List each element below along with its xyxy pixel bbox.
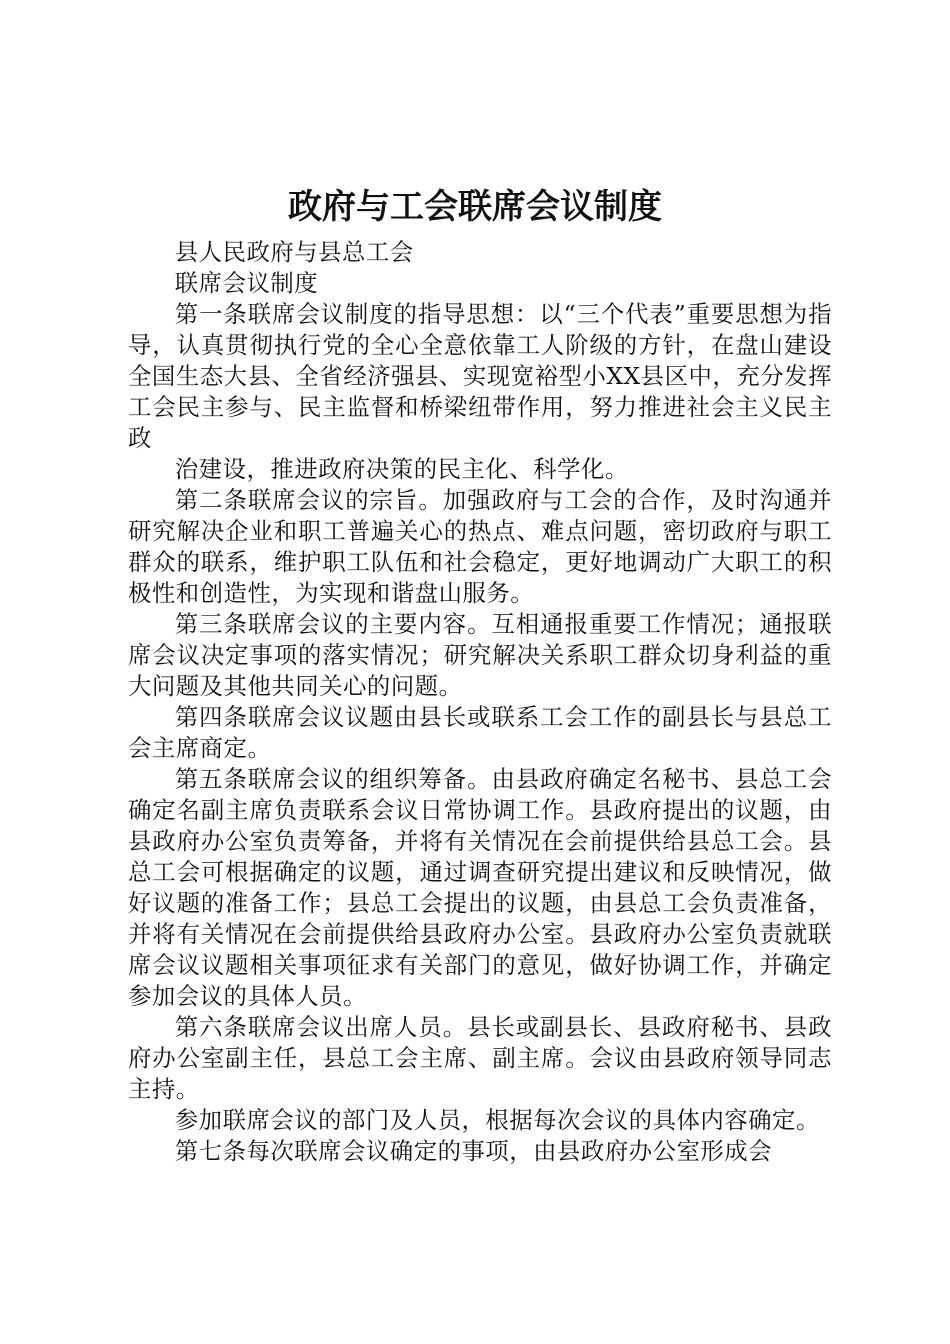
document-title: 政府与工会联席会议制度	[288, 187, 662, 227]
paragraph: 第四条联席会议议题由县长或联系工会工作的副县长与县总工会主席商定。	[128, 703, 832, 762]
paragraph: 第三条联席会议的主要内容。互相通报重要工作情况；通报联席会议决定事项的落实情况；研究解决关系职工群众切身利益的重大问题及其他共同关心的问题。	[128, 610, 832, 700]
document-body	[128, 237, 832, 1167]
paragraph: 第五条联席会议的组织筹备。由县政府确定名秘书、县总工会确定名副主席负责联系会议日常协调工作。县政府提出的议题，由县政府办公室负责筹备，并将有关情况在会前提供给县总工会。县总工会可根据确定的议题，通过调查研究提出建议和反映情况，做好议题的准备工作；县总工会提出的议题，由县总工会负责准备，并将有关情况在会前提供给县政府办公室。县政府办公室负责就联席会议议题相关事项征求有关部门的意见，做好协调工作，并确定参加会议的具体人员。	[128, 765, 832, 1010]
paragraph: 治建设，推进政府决策的民主化、科学化。	[174, 455, 629, 483]
paragraph: 联席会议制度	[174, 269, 319, 297]
paragraph: 第一条联席会议制度的指导思想：以“三个代表”重要思想为指导，认真贯彻执行党的全心全意依靠工人阶级的方针，在盘山建设全国生态大县、全省经济强县、实现宽裕型小XX县区中，充分发挥工会民主参与、民主监督和桥梁纽带作用，努力推进社会主义民主政	[128, 300, 832, 452]
paragraph: 县人民政府与县总工会	[174, 238, 414, 266]
paragraph: 参加联席会议的部门及人员，根据每次会议的具体内容确定。	[174, 1106, 820, 1134]
paragraph: 第七条每次联席会议确定的事项，由县政府办公室形成会	[174, 1137, 773, 1165]
paragraph: 第六条联席会议出席人员。县长或副县长、县政府秘书、县政府办公室副主任，县总工会主席、副主席。会议由县政府领导同志主持。	[128, 1013, 832, 1103]
paragraph: 第二条联席会议的宗旨。加强政府与工会的合作，及时沟通并研究解决企业和职工普遍关心的热点、难点问题，密切政府与职工群众的联系，维护职工队伍和社会稳定，更好地调动广大职工的积极性和创造性，为实现和谐盘山服务。	[128, 486, 832, 607]
